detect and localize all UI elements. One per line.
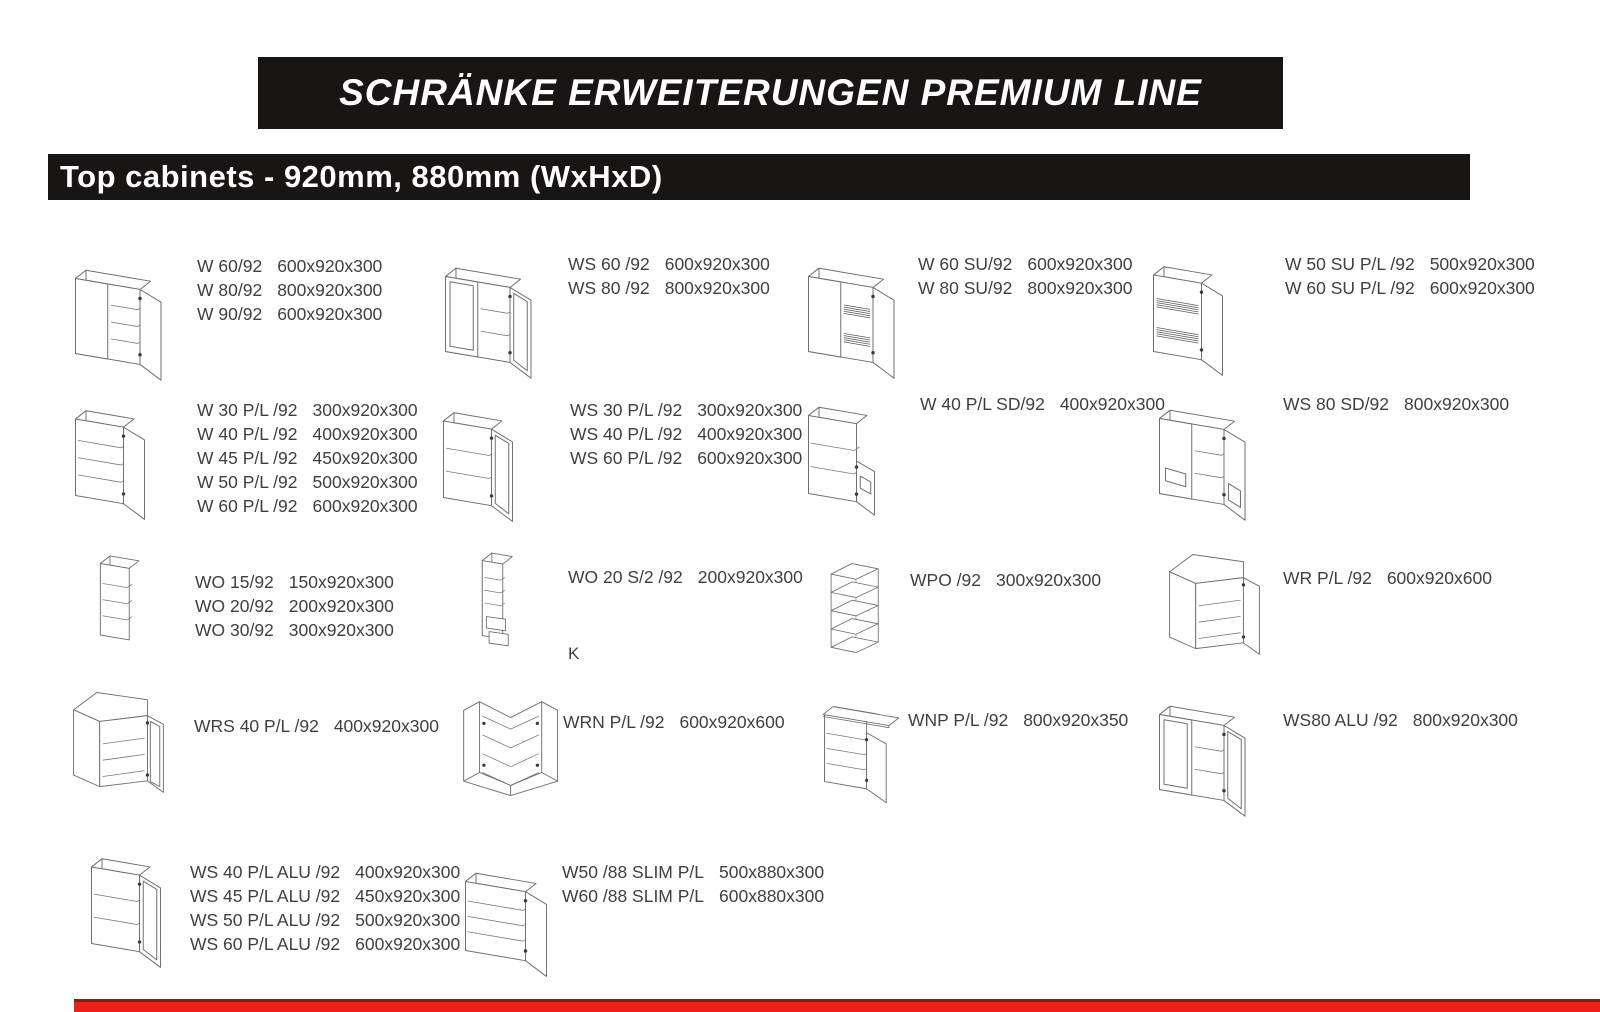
double-glass-door-cabinet-illustration — [432, 242, 552, 385]
model-dimensions: 600x920x300 — [312, 496, 418, 516]
model-dimensions: 800x920x300 — [1412, 710, 1518, 730]
model-dimensions: 600x920x300 — [277, 304, 383, 324]
model-dimensions: 500x920x300 — [1429, 254, 1535, 274]
model-dimensions: 400x920x300 — [333, 716, 439, 736]
model-dimensions: 400x920x300 — [355, 862, 461, 882]
single-glass-door-cabinet-illustration — [430, 388, 520, 534]
model-dimensions: 450x920x300 — [355, 886, 461, 906]
model-label-list — [918, 252, 1132, 300]
double-door-window-cabinet-illustration — [1146, 384, 1266, 527]
model-code: WS 80 SD/92 — [1283, 394, 1390, 414]
open-shelf-cabinet-illustration — [88, 536, 143, 667]
model-dimensions: 600x920x300 — [664, 254, 770, 274]
bottom-red-rule — [74, 999, 1600, 1012]
section-title: Top cabinets - 920mm, 880mm (WxHxD) — [60, 159, 663, 194]
model-code: WS 45 P/L ALU /92 — [190, 886, 341, 906]
model-label-list — [568, 565, 803, 589]
model-code: WS80 ALU /92 — [1283, 710, 1398, 730]
model-label-list — [1283, 566, 1492, 590]
model-code: WRN P/L /92 — [563, 712, 665, 732]
model-code: WO 20/92 — [195, 596, 274, 616]
model-dimensions: 600x920x600 — [679, 712, 785, 732]
model-dimensions: 200x920x300 — [697, 567, 803, 587]
overhang-top-door-cabinet-illustration — [812, 678, 917, 811]
model-label-list — [562, 860, 824, 908]
double-glass-alu-cabinet-illustration — [1146, 680, 1266, 823]
model-code: WPO /92 — [910, 570, 981, 590]
model-code: W50 /88 SLIM P/L — [562, 862, 705, 882]
inner-corner-cabinet-illustration — [455, 680, 567, 806]
model-dimensions: 600x920x300 — [277, 256, 383, 276]
model-dimensions: 800x920x300 — [664, 278, 770, 298]
door-window-cabinet-illustration — [795, 384, 885, 530]
model-dimensions: 600x920x300 — [1429, 278, 1535, 298]
model-code: W 80/92 — [197, 280, 263, 300]
corner-open-shelf-cabinet-illustration — [818, 540, 890, 664]
model-dimensions: 600x920x300 — [697, 448, 803, 468]
double-door-basket-cabinet-illustration — [795, 242, 915, 385]
model-code: W 50 P/L /92 — [197, 472, 298, 492]
model-label-list — [563, 710, 785, 734]
model-code: WRS 40 P/L /92 — [194, 716, 319, 736]
model-dimensions: 150x920x300 — [288, 572, 394, 592]
model-code: WS 40 P/L /92 — [570, 424, 683, 444]
model-dimensions: 600x880x300 — [719, 886, 825, 906]
single-door-cabinet-illustration — [62, 386, 152, 532]
model-code: WO 30/92 — [195, 620, 274, 640]
model-label-list — [570, 398, 802, 470]
corner-glass-door-cabinet-illustration — [62, 678, 167, 819]
model-dimensions: 400x920x300 — [697, 424, 803, 444]
model-label-list — [1283, 708, 1518, 732]
model-label-list — [1285, 252, 1535, 300]
model-code: WS 60 P/L /92 — [570, 448, 683, 468]
single-glass-alu-cabinet-illustration — [78, 834, 168, 980]
page-title: SCHRÄNKE ERWEITERUNGEN PREMIUM LINE — [339, 72, 1202, 113]
model-code: W 40 P/L /92 — [197, 424, 298, 444]
model-dimensions: 450x920x300 — [312, 448, 418, 468]
model-dimensions: 300x920x300 — [288, 620, 394, 640]
page-title-banner — [258, 57, 1283, 129]
model-code: WR P/L /92 — [1283, 568, 1372, 588]
model-code: WS 80 /92 — [568, 278, 650, 298]
model-code: WS 60 P/L ALU /92 — [190, 934, 341, 954]
model-label-list — [190, 860, 460, 956]
model-dimensions: 500x920x300 — [312, 472, 418, 492]
model-dimensions: 800x920x300 — [277, 280, 383, 300]
model-dimensions: 400x920x300 — [1059, 394, 1165, 414]
model-code: W 80 SU/92 — [918, 278, 1013, 298]
model-dimensions: 300x920x300 — [697, 400, 803, 420]
model-dimensions: 600x920x300 — [1027, 254, 1133, 274]
model-label-list — [910, 568, 1101, 592]
model-dimensions: 600x920x300 — [355, 934, 461, 954]
variant-note: K — [568, 644, 580, 663]
double-door-cabinet-illustration — [62, 244, 182, 387]
model-label-list — [194, 714, 439, 738]
model-code: WS 40 P/L ALU /92 — [190, 862, 341, 882]
model-label-list — [197, 398, 418, 518]
model-code: W 60/92 — [197, 256, 263, 276]
model-label-list — [568, 252, 770, 300]
section-header-bar — [48, 154, 1470, 200]
model-code: W60 /88 SLIM P/L — [562, 886, 705, 906]
model-dimensions: 500x880x300 — [719, 862, 825, 882]
single-door-basket-cabinet-illustration — [1140, 242, 1230, 388]
shelf-drawer-cabinet-illustration — [470, 536, 528, 676]
model-code: WS 30 P/L /92 — [570, 400, 683, 420]
model-dimensions: 200x920x300 — [288, 596, 394, 616]
model-code: WO 15/92 — [195, 572, 274, 592]
model-label-list — [908, 708, 1128, 732]
model-dimensions: 800x920x300 — [1404, 394, 1510, 414]
model-dimensions: 800x920x300 — [1027, 278, 1133, 298]
model-dimensions: 500x920x300 — [355, 910, 461, 930]
model-dimensions: 300x920x300 — [996, 570, 1102, 590]
model-dimensions: 600x920x600 — [1386, 568, 1492, 588]
model-label-list — [195, 570, 394, 642]
model-dimensions: 400x920x300 — [312, 424, 418, 444]
model-label-list — [920, 392, 1165, 416]
model-code: W 60 SU/92 — [918, 254, 1013, 274]
model-code: WNP P/L /92 — [908, 710, 1009, 730]
model-dimensions: 800x920x350 — [1023, 710, 1129, 730]
model-code: W 30 P/L /92 — [197, 400, 298, 420]
double-door-slim-cabinet-illustration — [452, 844, 572, 987]
model-code: WO 20 S/2 /92 — [568, 567, 683, 587]
model-code: WS 50 P/L ALU /92 — [190, 910, 341, 930]
model-code: W 60 SU P/L /92 — [1285, 278, 1415, 298]
model-dimensions: 300x920x300 — [312, 400, 418, 420]
model-code: W 40 P/L SD/92 — [920, 394, 1045, 414]
model-code: WS 60 /92 — [568, 254, 650, 274]
model-label-list — [1283, 392, 1509, 416]
model-code: W 45 P/L /92 — [197, 448, 298, 468]
model-code: W 50 SU P/L /92 — [1285, 254, 1415, 274]
corner-door-cabinet-illustration — [1158, 540, 1263, 681]
model-code: W 90/92 — [197, 304, 263, 324]
model-code: W 60 P/L /92 — [197, 496, 298, 516]
model-label-list — [197, 254, 382, 326]
